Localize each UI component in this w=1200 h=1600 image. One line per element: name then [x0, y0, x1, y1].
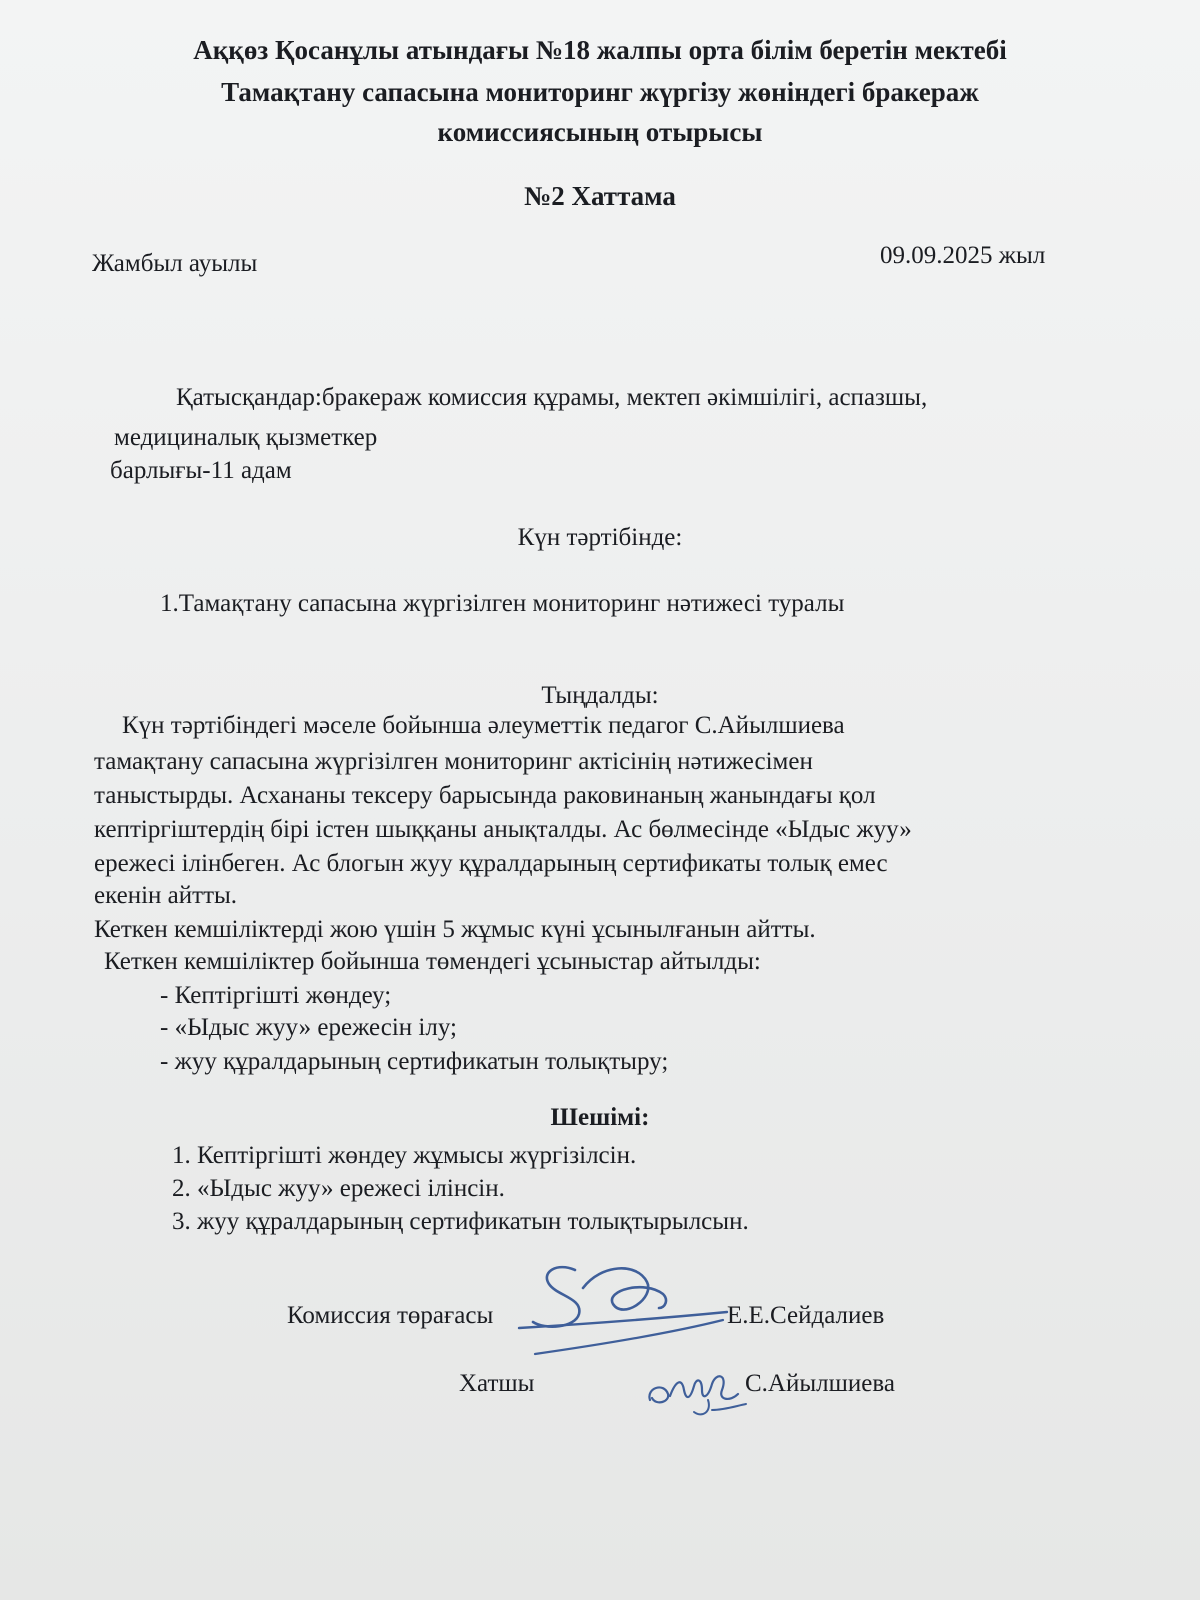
heard-line: ережесі ілінбеген. Ас блогын жуу құралдарының сертификаты толық емес — [94, 850, 888, 877]
decision-item: 1. Кептіргішті жөндеу жұмысы жүргізілсін. — [172, 1142, 637, 1169]
chair-signature — [505, 1258, 735, 1368]
decision-item: 2. «Ыдыс жуу» ережесі ілінсін. — [172, 1175, 505, 1202]
secretary-signature — [642, 1360, 752, 1420]
secretary-name: С.Айылшиева — [745, 1370, 895, 1397]
attendees-line2: медициналық қызметкер — [114, 424, 378, 451]
heard-heading: Тыңдалды: — [541, 682, 659, 709]
heard-line: Кеткен кемшіліктерді жою үшін 5 жұмыс күні ұсынылғанын айтты. — [94, 916, 816, 943]
chair-title: Комиссия төрағасы — [287, 1302, 494, 1329]
school-name: Аққөз Қосанұлы атындағы №18 жалпы орта білім беретін мектебі — [193, 35, 1007, 65]
proposal-item: - Кептіргішті жөндеу; — [160, 982, 392, 1009]
heard-line: кептіргіштердің бірі істен шыққаны анықталды. Ас бөлмесінде «Ыдыс жуу» — [94, 816, 912, 843]
protocol-title: №2 Хаттама — [524, 181, 676, 211]
place: Жамбыл ауылы — [92, 250, 258, 277]
date: 09.09.2025 жыл — [880, 242, 1046, 269]
meeting-title: комиссиясының отырысы — [437, 117, 763, 147]
agenda-item-1: 1.Тамақтану сапасына жүргізілген мониторинг нәтижесі туралы — [160, 590, 845, 617]
proposal-item: - жуу құралдарының сертификатын толықтыру; — [160, 1048, 669, 1075]
heard-line: екенін айтты. — [94, 882, 238, 909]
attendees-total: барлығы-11 адам — [110, 457, 292, 484]
proposal-item: - «Ыдыс жуу» ережесін ілу; — [160, 1014, 457, 1041]
heard-line: тамақтану сапасына жүргізілген мониторинг актісінің нәтижесімен — [94, 748, 813, 775]
secretary-title: Хатшы — [459, 1370, 535, 1397]
decision-item: 3. жуу құралдарының сертификатын толықтырылсын. — [172, 1208, 749, 1235]
chair-name: Е.Е.Сейдалиев — [727, 1302, 885, 1329]
agenda-heading: Күн тәртібінде: — [517, 524, 683, 551]
heard-line: Күн тәртібіндегі мәселе бойынша әлеуметтік педагог С.Айылшиева — [122, 712, 845, 739]
attendees-line1: Қатысқандар:бракераж комиссия құрамы, мектеп әкімшілігі, аспазшы, — [176, 384, 928, 411]
heard-line: таныстырды. Асхананы тексеру барысында раковинаның жанындағы қол — [94, 782, 876, 809]
heard-line: Кеткен кемшіліктер бойынша төмендегі ұсыныстар айтылды: — [104, 948, 761, 975]
commission-title: Тамақтану сапасына мониторинг жүргізу жөніндегі бракераж — [221, 77, 979, 107]
decision-heading: Шешімі: — [550, 1104, 650, 1131]
